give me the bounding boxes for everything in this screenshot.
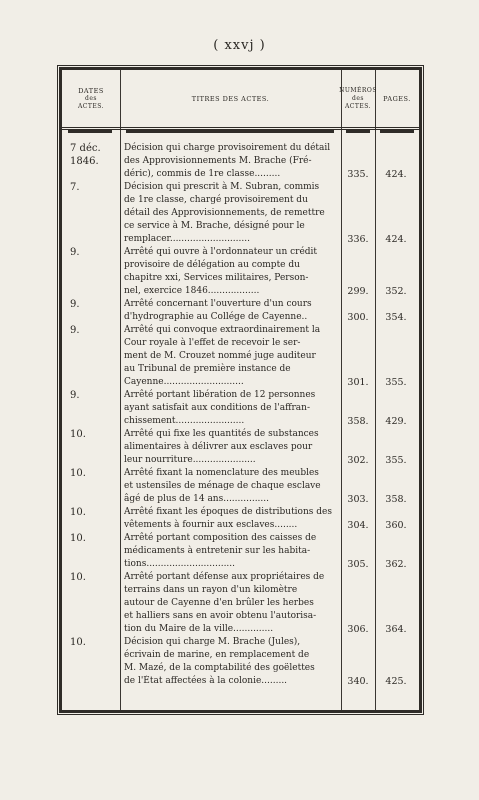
act-title-line: Arrêté fixant les époques de distributions des [124,507,332,517]
act-title-line: Arrêté portant libération de 12 personnes [124,390,316,400]
act-title [124,142,336,181]
act-title-line: détail des Approvisionnements, de remettre [124,208,325,218]
act-date [70,506,120,519]
act-title-line: Arrêté qui fixe les quantités de substances [124,429,319,439]
act-page: 355. [385,377,407,388]
act-date [70,636,120,649]
header-bar [68,130,112,133]
act-title [124,181,336,246]
act-title-line: chissement........................ [124,416,245,426]
act-title-line: ce service à M. Brache, désigné pour le [124,221,305,231]
act-title-line: autour de Cayenne d'en brûler les herbes [124,598,314,608]
act-date-line: 10. [70,533,86,544]
act-number: 336. [347,234,369,245]
act-title-line: Arrêté portant composition des caisses de [124,533,317,543]
act-title-line: Décision qui charge provisoirement du détail [124,143,331,153]
act-number: 306. [347,624,369,635]
act-title [124,298,336,324]
act-title-line: tion du Maire de la ville.............. [124,624,274,634]
act-date-line: 9. [70,325,80,336]
act-title [124,389,336,428]
act-title-line: âgé de plus de 14 ans................ [124,494,269,504]
act-title-line: Arrêté fixant la nomenclature des meubles [124,468,319,478]
act-number: 300. [347,312,369,323]
act-date [70,389,120,402]
act-date [70,298,120,311]
act-title-line: tions............................... [124,559,236,569]
act-date-line: 9. [70,390,80,401]
page-number: ( xxvj ) [213,38,266,53]
act-number: 340. [347,676,369,687]
act-title-line: M. Mazé, de la comptabilité des goëlettes [124,663,315,673]
table-of-acts [59,67,422,713]
act-number: 303. [347,494,369,505]
act-title-line: remplacer............................ [124,234,250,244]
header-dates-line: DATES [78,86,104,95]
header-dates-line: des [85,94,97,102]
act-title-line: provisoire de délégation au compte du [124,260,300,270]
act-title [124,506,336,532]
act-title-line: Décision qui prescrit à M. Subran, commis [124,182,320,192]
act-page: 424. [385,169,407,180]
act-title-line: d'hydrographie au Collége de Cayenne.. [124,312,308,322]
header-numeros-line: NUMÉROS [339,86,377,94]
act-title-line: Cayenne............................ [124,377,244,387]
act-page: 358. [385,494,407,505]
act-title-line: de 1re classe, chargé provisoirement du [124,195,308,205]
act-date-line: 7 déc. [70,143,101,154]
act-title-line: Arrêté qui convoque extraordinairement la [124,325,321,335]
act-date-line: 10. [70,429,86,440]
act-page: 362. [385,559,407,570]
act-title-line: Arrêté qui ouvre à l'ordonnateur un crédit [124,247,318,257]
column-divider [375,70,376,710]
act-page: 425. [385,676,407,687]
act-date [70,246,120,259]
act-date-line: 10. [70,637,86,648]
act-title-line: Arrêté concernant l'ouverture d'un cours [124,299,312,309]
act-date-line: 10. [70,572,86,583]
act-title-line: leur nourriture...................... [124,455,256,465]
act-title-line: alimentaires à délivrer aux esclaves pour [124,442,313,452]
header-numeros [341,70,375,127]
act-date [70,571,120,584]
header-bar [380,130,414,133]
act-title [124,428,336,467]
act-title-line: au Tribunal de première instance de [124,364,291,374]
act-date [70,467,120,480]
act-title-line: Arrêté portant défense aux propriétaires de [124,572,325,582]
act-date [70,142,120,168]
header-titles-label: TITRES DES ACTES. [191,94,270,103]
act-title [124,532,336,571]
act-date [70,324,120,337]
act-page: 429. [385,416,407,427]
act-number: 304. [347,520,369,531]
column-divider [120,70,121,710]
act-title-line: ayant satisfait aux conditions de l'affran- [124,403,310,413]
act-title-line: nel, exercice 1846.................. [124,286,260,296]
act-date [70,532,120,545]
act-number: 305. [347,559,369,570]
act-title [124,246,336,298]
header-pages [375,70,419,127]
act-date [70,181,120,194]
header-dates-line: ACTES. [77,102,105,110]
act-date-line: 9. [70,299,80,310]
act-title-line: Cour royale à l'effet de recevoir le ser- [124,338,301,348]
act-number: 358. [347,416,369,427]
act-title-line: ment de M. Crouzet nommé juge auditeur [124,351,316,361]
act-title-line: médicaments à entretenir sur les habita- [124,546,311,556]
act-date-line: 7. [70,182,80,193]
act-title-line: de l'État affectées à la colonie......... [124,676,288,686]
act-page: 352. [385,286,407,297]
act-title [124,324,336,389]
act-title-line: chapitre xxi, Services militaires, Person- [124,273,309,283]
header-numeros-line: ACTES. [344,102,372,110]
act-title-line: des Approvisionnements M. Brache (Fré- [124,156,312,166]
header-bar [346,130,370,133]
act-number: 301. [347,377,369,388]
act-date-line: 9. [70,247,80,258]
act-date [70,428,120,441]
act-page: 364. [385,624,407,635]
header-numeros-line: des [352,94,364,102]
act-date-line: 10. [70,468,86,479]
act-title-line: vêtements à fournir aux esclaves........ [124,520,298,530]
act-title-line: et ustensiles de ménage de chaque esclave [124,481,321,491]
act-page: 355. [385,455,407,466]
act-title [124,571,336,636]
act-title-line: Décision qui charge M. Brache (Jules), [124,637,301,647]
act-title-line: écrivain de marine, en remplacement de [124,650,310,660]
act-date-line: 1846. [70,156,99,167]
act-date-line: 10. [70,507,86,518]
act-title-line: déric), commis de 1re classe......... [124,169,281,179]
act-title [124,636,336,688]
act-page: 354. [385,312,407,323]
act-number: 335. [347,169,369,180]
header-dates [62,70,120,127]
header-pages-label: PAGES. [383,94,411,103]
act-number: 302. [347,455,369,466]
act-title-line: terrains dans un rayon d'un kilomètre [124,585,298,595]
act-number: 299. [347,286,369,297]
header-bar [126,130,334,133]
act-page: 360. [385,520,407,531]
header-titles [120,70,341,127]
act-page: 424. [385,234,407,245]
act-title-line: et halliers sans en avoir obtenu l'autorisa- [124,611,317,621]
column-divider [341,70,342,710]
act-title [124,467,336,506]
